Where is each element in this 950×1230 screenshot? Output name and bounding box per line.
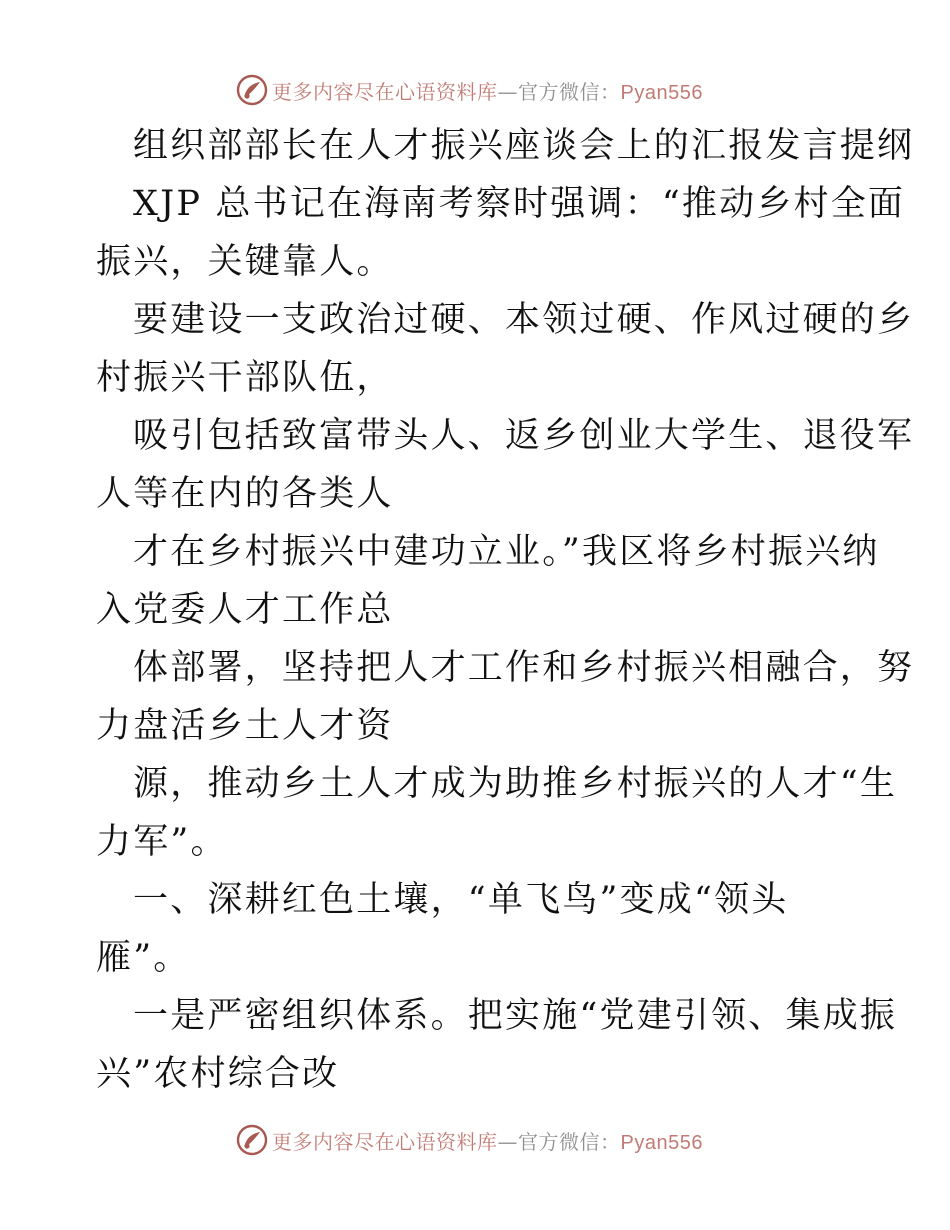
brand-logo-icon <box>236 74 268 106</box>
brand-logo-icon <box>236 1124 268 1156</box>
text-line: 要建设一支政治过硬、本领过硬、作风过硬的乡 <box>133 300 915 340</box>
watermark-brand: 更多内容尽在心语资料库 <box>272 79 498 104</box>
text-line: 村振兴干部队伍， <box>96 358 394 398</box>
text-line: 入党委人才工作总 <box>96 590 394 630</box>
text-line: 人等在内的各类人 <box>96 474 394 514</box>
watermark-separator: — <box>497 79 518 104</box>
watermark-brand: 更多内容尽在心语资料库 <box>272 1129 498 1154</box>
text-line: 体部署，坚持把人才工作和乡村振兴相融合，努 <box>133 648 915 688</box>
text-line: 才在乡村振兴中建功立业。”我区将乡村振兴纳 <box>133 532 880 572</box>
text-line: 雁”。 <box>96 938 191 978</box>
watermark-separator: — <box>497 1129 518 1154</box>
text-line: 兴”农村综合改 <box>96 1054 340 1094</box>
footer-watermark <box>236 1123 703 1157</box>
header-watermark <box>236 73 703 107</box>
text-line: 振兴，关键靠人。 <box>96 242 394 282</box>
text-line: 力盘活乡土人才资 <box>96 706 394 746</box>
section-heading: 一、深耕红色土壤，“单飞鸟”变成“领头 <box>133 880 789 920</box>
text-line: XJP 总书记在海南考察时强调：“推动乡村全面 <box>133 184 906 224</box>
watermark-account: Pyan556 <box>620 1131 703 1154</box>
text-line: 力军”。 <box>96 822 228 862</box>
watermark-label: 官方微信： <box>518 79 621 104</box>
text-line: 吸引包括致富带头人、返乡创业大学生、退役军 <box>133 416 915 456</box>
watermark-label: 官方微信： <box>518 1129 621 1154</box>
text-line: 源，推动乡土人才成为助推乡村振兴的人才“生 <box>133 764 898 804</box>
watermark-account: Pyan556 <box>620 81 703 104</box>
text-line: 一是严密组织体系。把实施“党建引领、集成振 <box>133 996 898 1036</box>
document-title: 组织部部长在人才振兴座谈会上的汇报发言提纲 <box>133 126 915 166</box>
